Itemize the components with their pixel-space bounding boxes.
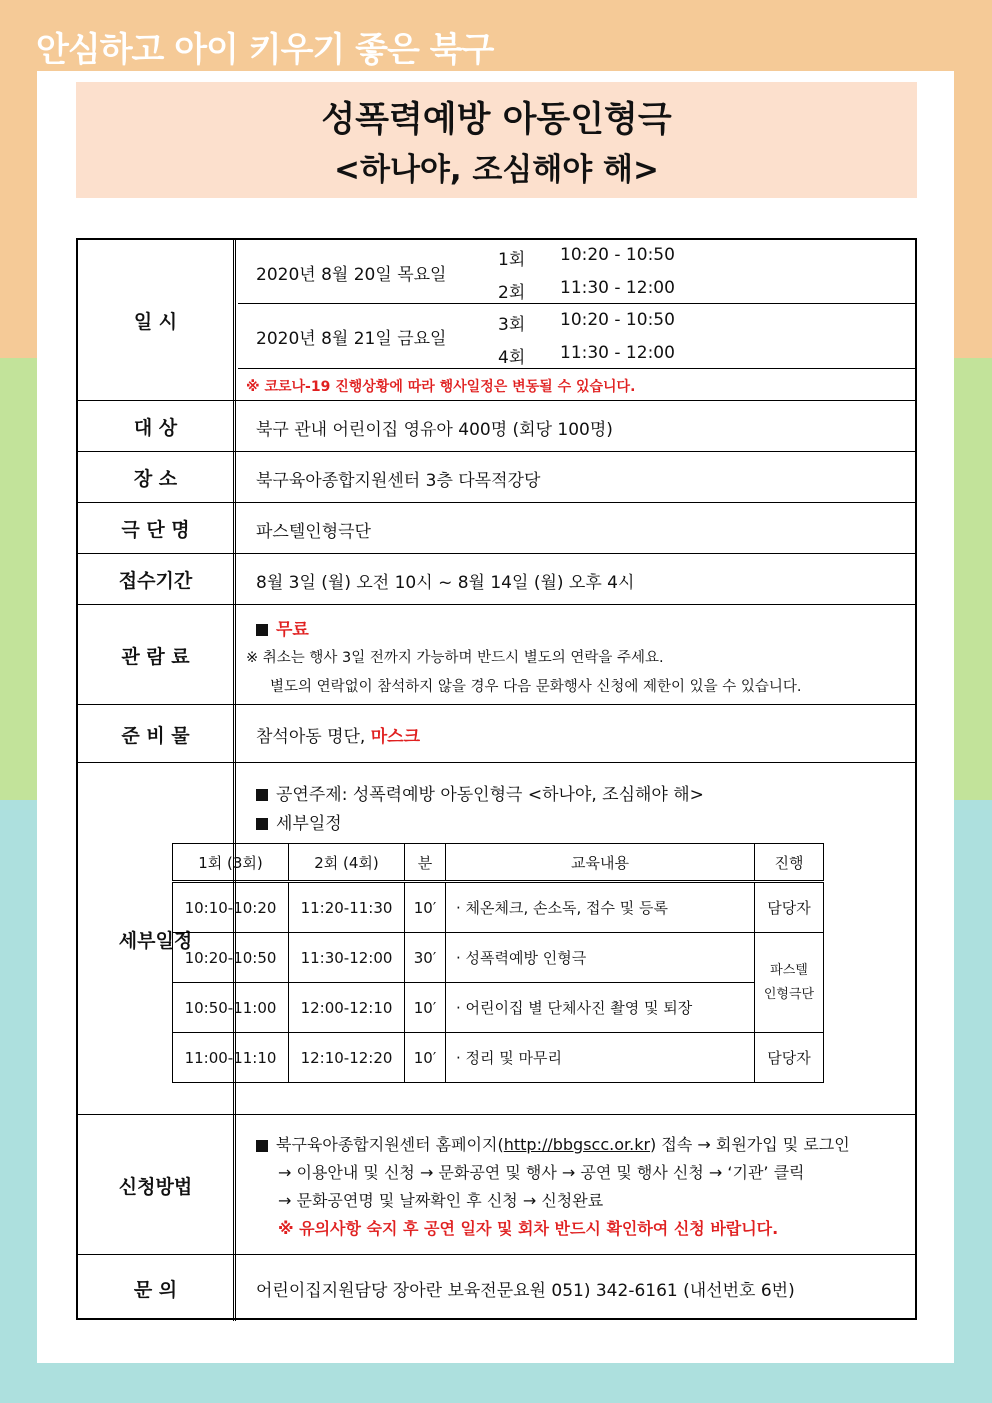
contact-value: 어린이집지원담당 장아란 보육전문요원 051) 342-6161 (내선번호 6번) (256, 1281, 795, 1301)
detail-schedule-table (172, 843, 824, 1083)
cell-minutes: 10′ (405, 983, 446, 1033)
cell-by: 담당자 (755, 882, 824, 933)
bullet-square-icon (256, 789, 268, 801)
header-session-2: 2회 (4회) (289, 844, 405, 882)
slogan: 안심하고 아이 키우기 좋은 북구 (36, 30, 494, 70)
fee-value: 무료 (276, 620, 309, 640)
label-place: 장 소 (78, 452, 236, 503)
info-table (76, 238, 917, 1320)
cell-time-2: 11:30-12:00 (289, 933, 405, 983)
cell-content: · 정리 및 마무리 (446, 1033, 755, 1083)
table-row (173, 882, 824, 933)
apply-notice: ※ 유의사항 숙지 후 공연 일자 및 회차 반드시 확인하여 신청 바랍니다. (278, 1219, 779, 1238)
row-prep (78, 704, 915, 763)
label-apply: 신청방법 (78, 1115, 236, 1255)
schedule-session-2-time: 11:30 - 12:00 (560, 278, 675, 298)
header-session-1: 1회 (3회) (173, 844, 289, 882)
row-period (78, 553, 915, 605)
label-troupe: 극 단 명 (78, 503, 236, 554)
fee-note-2: 별도의 연락없이 참석하지 않을 경우 다음 문화행사 신청에 제한이 있을 수 있습니다. (270, 679, 802, 695)
cell-content: · 성폭력예방 인형극 (446, 933, 755, 983)
schedule-day2-date: 2020년 8월 21일 금요일 (256, 329, 447, 349)
schedule-session-1-time: 10:20 - 10:50 (560, 245, 675, 265)
schedule-day1-date: 2020년 8월 20일 목요일 (256, 265, 447, 285)
row-fee (78, 604, 915, 705)
prep-value: 참석아동 명단, (256, 727, 371, 747)
cell-time-2: 12:10-12:20 (289, 1033, 405, 1083)
cell-content: · 체온체크, 손소독, 접수 및 등록 (446, 882, 755, 933)
header-minutes: 분 (405, 844, 446, 882)
place-value: 북구육아종합지원센터 3층 다목적강당 (256, 471, 541, 491)
cell-time-1: 10:10-10:20 (173, 882, 289, 933)
label-contact: 문 의 (78, 1255, 236, 1321)
table-row (173, 933, 824, 983)
cell-time-1: 11:00-11:10 (173, 1033, 289, 1083)
apply-line-1-pre: 북구육아종합지원센터 홈페이지( (276, 1135, 504, 1154)
table-row (173, 1033, 824, 1083)
title-line-2: <하나야, 조심해야 해> (334, 152, 659, 188)
cell-by-merged-line-1: 파스텔 (770, 962, 808, 978)
schedule-session-1-no: 1회 (498, 250, 526, 270)
bullet-square-icon (256, 818, 268, 830)
schedule-session-3-time: 10:20 - 10:50 (560, 310, 675, 330)
detail-sub: 세부일정 (276, 814, 342, 834)
cell-minutes: 30′ (405, 933, 446, 983)
row-place (78, 451, 915, 503)
row-troupe (78, 502, 915, 554)
target-value: 북구 관내 어린이집 영유아 400명 (회당 100명) (256, 420, 613, 440)
row-schedule (78, 240, 915, 400)
cell-by: 담당자 (755, 1033, 824, 1083)
fee-note-1: ※ 취소는 행사 3일 전까지 가능하며 반드시 별도의 연락을 주세요. (246, 650, 664, 666)
period-value: 8월 3일 (월) 오전 10시 ~ 8월 14일 (월) 오후 4시 (256, 573, 635, 593)
homepage-link[interactable]: http://bbgscc.or.kr (503, 1135, 651, 1154)
row-apply (78, 1114, 915, 1255)
schedule-session-4-no: 4회 (498, 348, 526, 368)
schedule-session-4-time: 11:30 - 12:00 (560, 343, 675, 363)
divider (238, 368, 915, 369)
bullet-square-icon (256, 1140, 268, 1152)
troupe-value: 파스텔인형극단 (256, 522, 371, 542)
label-detail: 세부일정 (78, 763, 236, 1115)
divider (238, 303, 915, 304)
table-row (173, 983, 824, 1033)
apply-line-1-post: ) 접속 → 회원가입 및 로그인 (650, 1135, 850, 1154)
cell-time-2: 12:00-12:10 (289, 983, 405, 1033)
cell-by-merged-line-2: 인형극단 (763, 986, 815, 1002)
label-fee: 관 람 료 (78, 605, 236, 705)
detail-theme: 공연주제: 성폭력예방 아동인형극 <하나야, 조심해야 해> (276, 785, 704, 805)
row-contact (78, 1254, 915, 1321)
cell-time-2: 11:20-11:30 (289, 882, 405, 933)
cell-minutes: 10′ (405, 1033, 446, 1083)
schedule-notice: ※ 코로나-19 진행상황에 따라 행사일정은 변동될 수 있습니다. (246, 379, 636, 395)
label-period: 접수기간 (78, 554, 236, 605)
cell-content: · 어린이집 별 단체사진 촬영 및 퇴장 (446, 983, 755, 1033)
header-content: 교육내용 (446, 844, 755, 882)
apply-line-3: → 문화공연명 및 날짜확인 후 신청 → 신청완료 (278, 1191, 604, 1210)
bullet-square-icon (256, 624, 268, 636)
title-line-1: 성폭력예방 아동인형극 (321, 100, 672, 140)
row-target (78, 400, 915, 452)
prep-mask: 마스크 (370, 727, 421, 747)
cell-minutes: 10′ (405, 882, 446, 933)
title-box (76, 82, 917, 198)
label-schedule: 일 시 (78, 240, 236, 400)
header-by: 진행 (755, 844, 824, 882)
apply-line-2: → 이용안내 및 신청 → 문화공연 및 행사 → 공연 및 행사 신청 → ‘기관’ 클릭 (278, 1163, 805, 1182)
label-prep: 준 비 물 (78, 705, 236, 763)
table-header-row (173, 844, 824, 882)
schedule-session-2-no: 2회 (498, 283, 526, 303)
schedule-session-3-no: 3회 (498, 315, 526, 335)
cell-time-1: 10:50-11:00 (173, 983, 289, 1033)
label-target: 대 상 (78, 401, 236, 452)
cell-time-1: 10:20-10:50 (173, 933, 289, 983)
cell-by-merged (755, 933, 824, 1033)
